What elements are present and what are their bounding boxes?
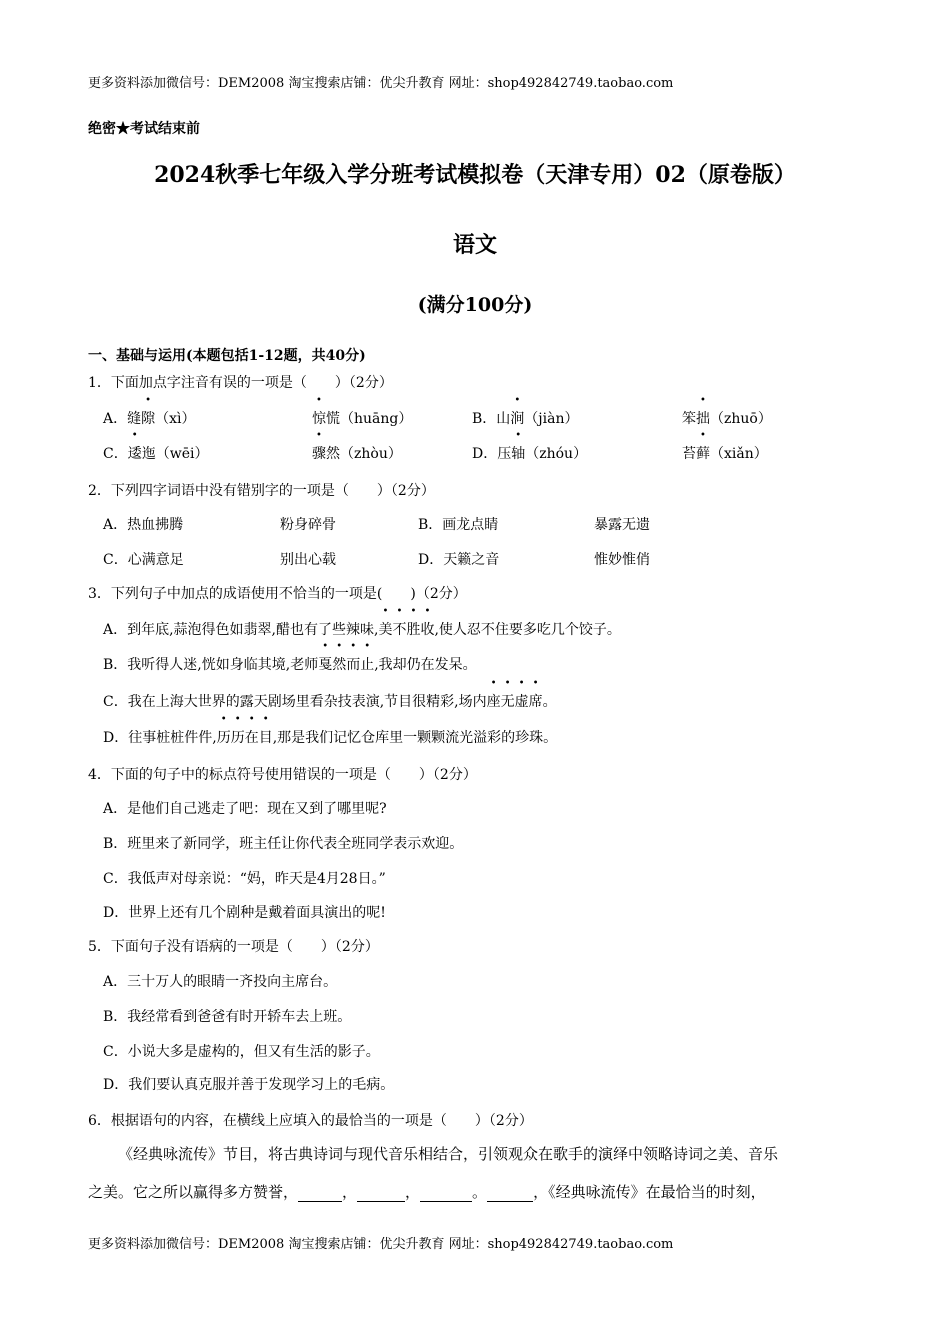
q4-option-b: B．班里来了新同学，班主任让你代表全班同学表示欢迎。 (103, 836, 464, 852)
q1-option-c2: 骤然（zhòu） (312, 446, 402, 462)
q1-option-b2: 笨拙（zhuō） (682, 411, 772, 427)
q6-passage-line-2: 之美。它之所以赢得多方赞誉， ， ， 。 ，《经典咏流传》在最恰当的时刻， (88, 1183, 766, 1201)
q1-option-a2: 惊慌（huāng） (312, 411, 413, 427)
q3-option-a: A．到年底,蒜泡得色如翡翠,醋也有了些辣味,美不胜收,使人忍不住要多吃几个饺子。 (103, 622, 621, 638)
q1-option-a: A．缝隙（xì） (103, 411, 196, 427)
confidential-label: 绝密★考试结束前 (88, 121, 200, 137)
question-2-stem: 2．下列四字词语中没有错别字的一项是（ ）（2分） (88, 483, 435, 499)
q1-option-d: D．压轴（zhóu） (472, 446, 588, 462)
blank-2[interactable] (357, 1185, 405, 1203)
exam-title: 2024秋季七年级入学分班考试模拟卷（天津专用）02（原卷版） (154, 162, 796, 188)
blank-3[interactable] (420, 1185, 472, 1203)
full-score: (满分100分) (417, 294, 533, 316)
q5-option-a: A．三十万人的眼睛一齐投向主席台。 (103, 974, 338, 990)
q4-option-a: A．是他们自己逃走了吧：现在又到了哪里呢? (103, 801, 387, 817)
subject-title: 语文 (452, 232, 497, 258)
blank-4[interactable] (487, 1185, 533, 1203)
q5-option-b: B．我经常看到爸爸有时开轿车去上班。 (103, 1009, 352, 1025)
q2-option-b2: 暴露无遗 (594, 517, 650, 533)
q4-option-d: D．世界上还有几个剧种是戴着面具演出的呢! (103, 905, 386, 921)
q3-option-c: C．我在上海大世界的露天剧场里看杂技表演,节目很精彩,场内座无虚席。 (103, 694, 557, 710)
q1-option-c: C．逶迤（wēi） (103, 446, 209, 462)
q1-option-d2: 苔藓（xiǎn） (682, 446, 768, 462)
section-heading: 一、基础与运用(本题包括1-12题，共40分) (88, 348, 366, 364)
question-1-stem: 1．下面加点字注音有误的一项是（ ）（2分） (88, 375, 393, 391)
blank-1[interactable] (298, 1185, 342, 1203)
q2-option-c2: 别出心载 (280, 552, 336, 568)
question-6-stem: 6．根据语句的内容，在横线上应填入的最恰当的一项是（ ）（2分） (88, 1113, 533, 1129)
q2-option-a1: A．热血拂腾 (103, 517, 184, 533)
page-header: 更多资料添加微信号：DEM2008 淘宝搜索店铺：优尖升教育 网址：shop492842749.taobao.com (88, 76, 674, 91)
question-3-stem: 3．下列句子中加点的成语使用不恰当的一项是( )（2分） (88, 586, 467, 602)
question-4-stem: 4．下面的句子中的标点符号使用错误的一项是（ ）（2分） (88, 767, 477, 783)
q5-option-c: C．小说大多是虚构的，但又有生活的影子。 (103, 1044, 380, 1060)
q2-option-b1: B．画龙点睛 (418, 517, 499, 533)
q3-option-b: B．我听得人迷,恍如身临其境,老师戛然而止,我却仍在发呆。 (103, 657, 477, 673)
page-footer: 更多资料添加微信号：DEM2008 淘宝搜索店铺：优尖升教育 网址：shop492842749.taobao.com (88, 1237, 674, 1252)
question-5-stem: 5．下面句子没有语病的一项是（ ）（2分） (88, 939, 379, 955)
q2-option-d2: 惟妙惟俏 (594, 552, 650, 568)
q6-passage-line-1: 《经典咏流传》节目，将古典诗词与现代音乐相结合，引领观众在歌手的演绎中领略诗词之美、音乐 (118, 1145, 779, 1163)
q5-option-d: D．我们要认真克服并善于发现学习上的毛病。 (103, 1077, 395, 1093)
q1-option-b: B．山涧（jiàn） (472, 411, 579, 427)
q2-option-a2: 粉身碎骨 (280, 517, 336, 533)
q2-option-d1: D．天籁之音 (418, 552, 500, 568)
q2-option-c1: C．心满意足 (103, 552, 184, 568)
q4-option-c: C．我低声对母亲说：“妈，昨天是4月28日。” (103, 871, 386, 887)
q3-option-d: D．往事桩桩件件,历历在目,那是我们记忆仓库里一颗颗流光溢彩的珍珠。 (103, 730, 558, 746)
